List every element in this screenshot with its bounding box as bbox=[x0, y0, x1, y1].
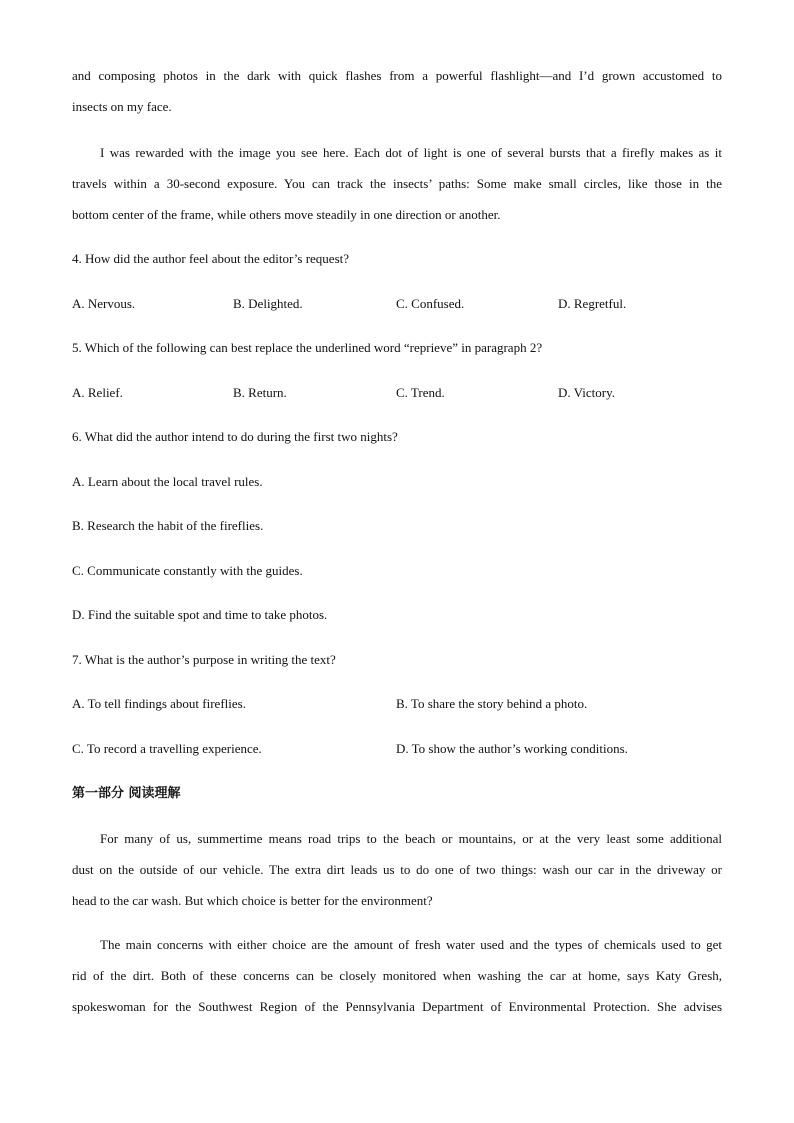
option-c: C. Communicate constantly with the guides. bbox=[72, 563, 303, 578]
passage-line: spokeswoman for the Southwest Region of the Pennsylvania Department of Environmental Protection. She advises bbox=[72, 999, 722, 1014]
passage-line: dust on the outside of our vehicle. The extra dirt leads us to do one of two things: wash our car in the driveway or bbox=[72, 862, 722, 877]
passage-line: travels within a 30-second exposure. You can track the insects’ paths: Some make small circles, like those in the bbox=[72, 176, 722, 191]
option-a: A. To tell findings about fireflies. bbox=[72, 696, 246, 711]
passage-line: and composing photos in the dark with quick flashes from a powerful flashlight—and I’d grown accustomed to bbox=[72, 68, 722, 83]
option-d: D. Find the suitable spot and time to take photos. bbox=[72, 607, 328, 622]
question-stem: 6. What did the author intend to do during the first two nights? bbox=[72, 429, 398, 444]
option-a: A. Learn about the local travel rules. bbox=[72, 474, 263, 489]
passage-line: The main concerns with either choice are the amount of fresh water used and the types of chemicals used to get bbox=[100, 937, 722, 952]
option-c: C. Confused. bbox=[396, 296, 465, 311]
option-a: A. Relief. bbox=[72, 385, 123, 400]
option-b: B. To share the story behind a photo. bbox=[396, 696, 588, 711]
option-d: D. To show the author’s working conditions. bbox=[396, 741, 628, 756]
question-stem: 5. Which of the following can best replace the underlined word “reprieve” in paragraph 2? bbox=[72, 340, 543, 355]
passage-line: bottom center of the frame, while others move steadily in one direction or another. bbox=[72, 207, 501, 222]
question-stem: 4. How did the author feel about the editor’s request? bbox=[72, 251, 350, 266]
passage-line: head to the car wash. But which choice is better for the environment? bbox=[72, 893, 433, 908]
passage-line: For many of us, summertime means road trips to the beach or mountains, or at the very least some additional bbox=[100, 831, 722, 846]
option-a: A. Nervous. bbox=[72, 296, 136, 311]
option-b: B. Delighted. bbox=[233, 296, 303, 311]
question-stem: 7. What is the author’s purpose in writing the text? bbox=[72, 652, 336, 667]
option-c: C. Trend. bbox=[396, 385, 445, 400]
passage-line: rid of the dirt. Both of these concerns can be closely monitored when washing the car at home, says Katy Gresh, bbox=[72, 968, 722, 983]
option-d: D. Victory. bbox=[558, 385, 615, 400]
passage-line: I was rewarded with the image you see here. Each dot of light is one of several bursts that a firefly makes as it bbox=[100, 145, 722, 160]
option-b: B. Research the habit of the fireflies. bbox=[72, 518, 264, 533]
option-c: C. To record a travelling experience. bbox=[72, 741, 262, 756]
passage-line: insects on my face. bbox=[72, 99, 172, 114]
option-b: B. Return. bbox=[233, 385, 287, 400]
section-heading: 第一部分 阅读理解 bbox=[72, 786, 181, 801]
option-d: D. Regretful. bbox=[558, 296, 627, 311]
